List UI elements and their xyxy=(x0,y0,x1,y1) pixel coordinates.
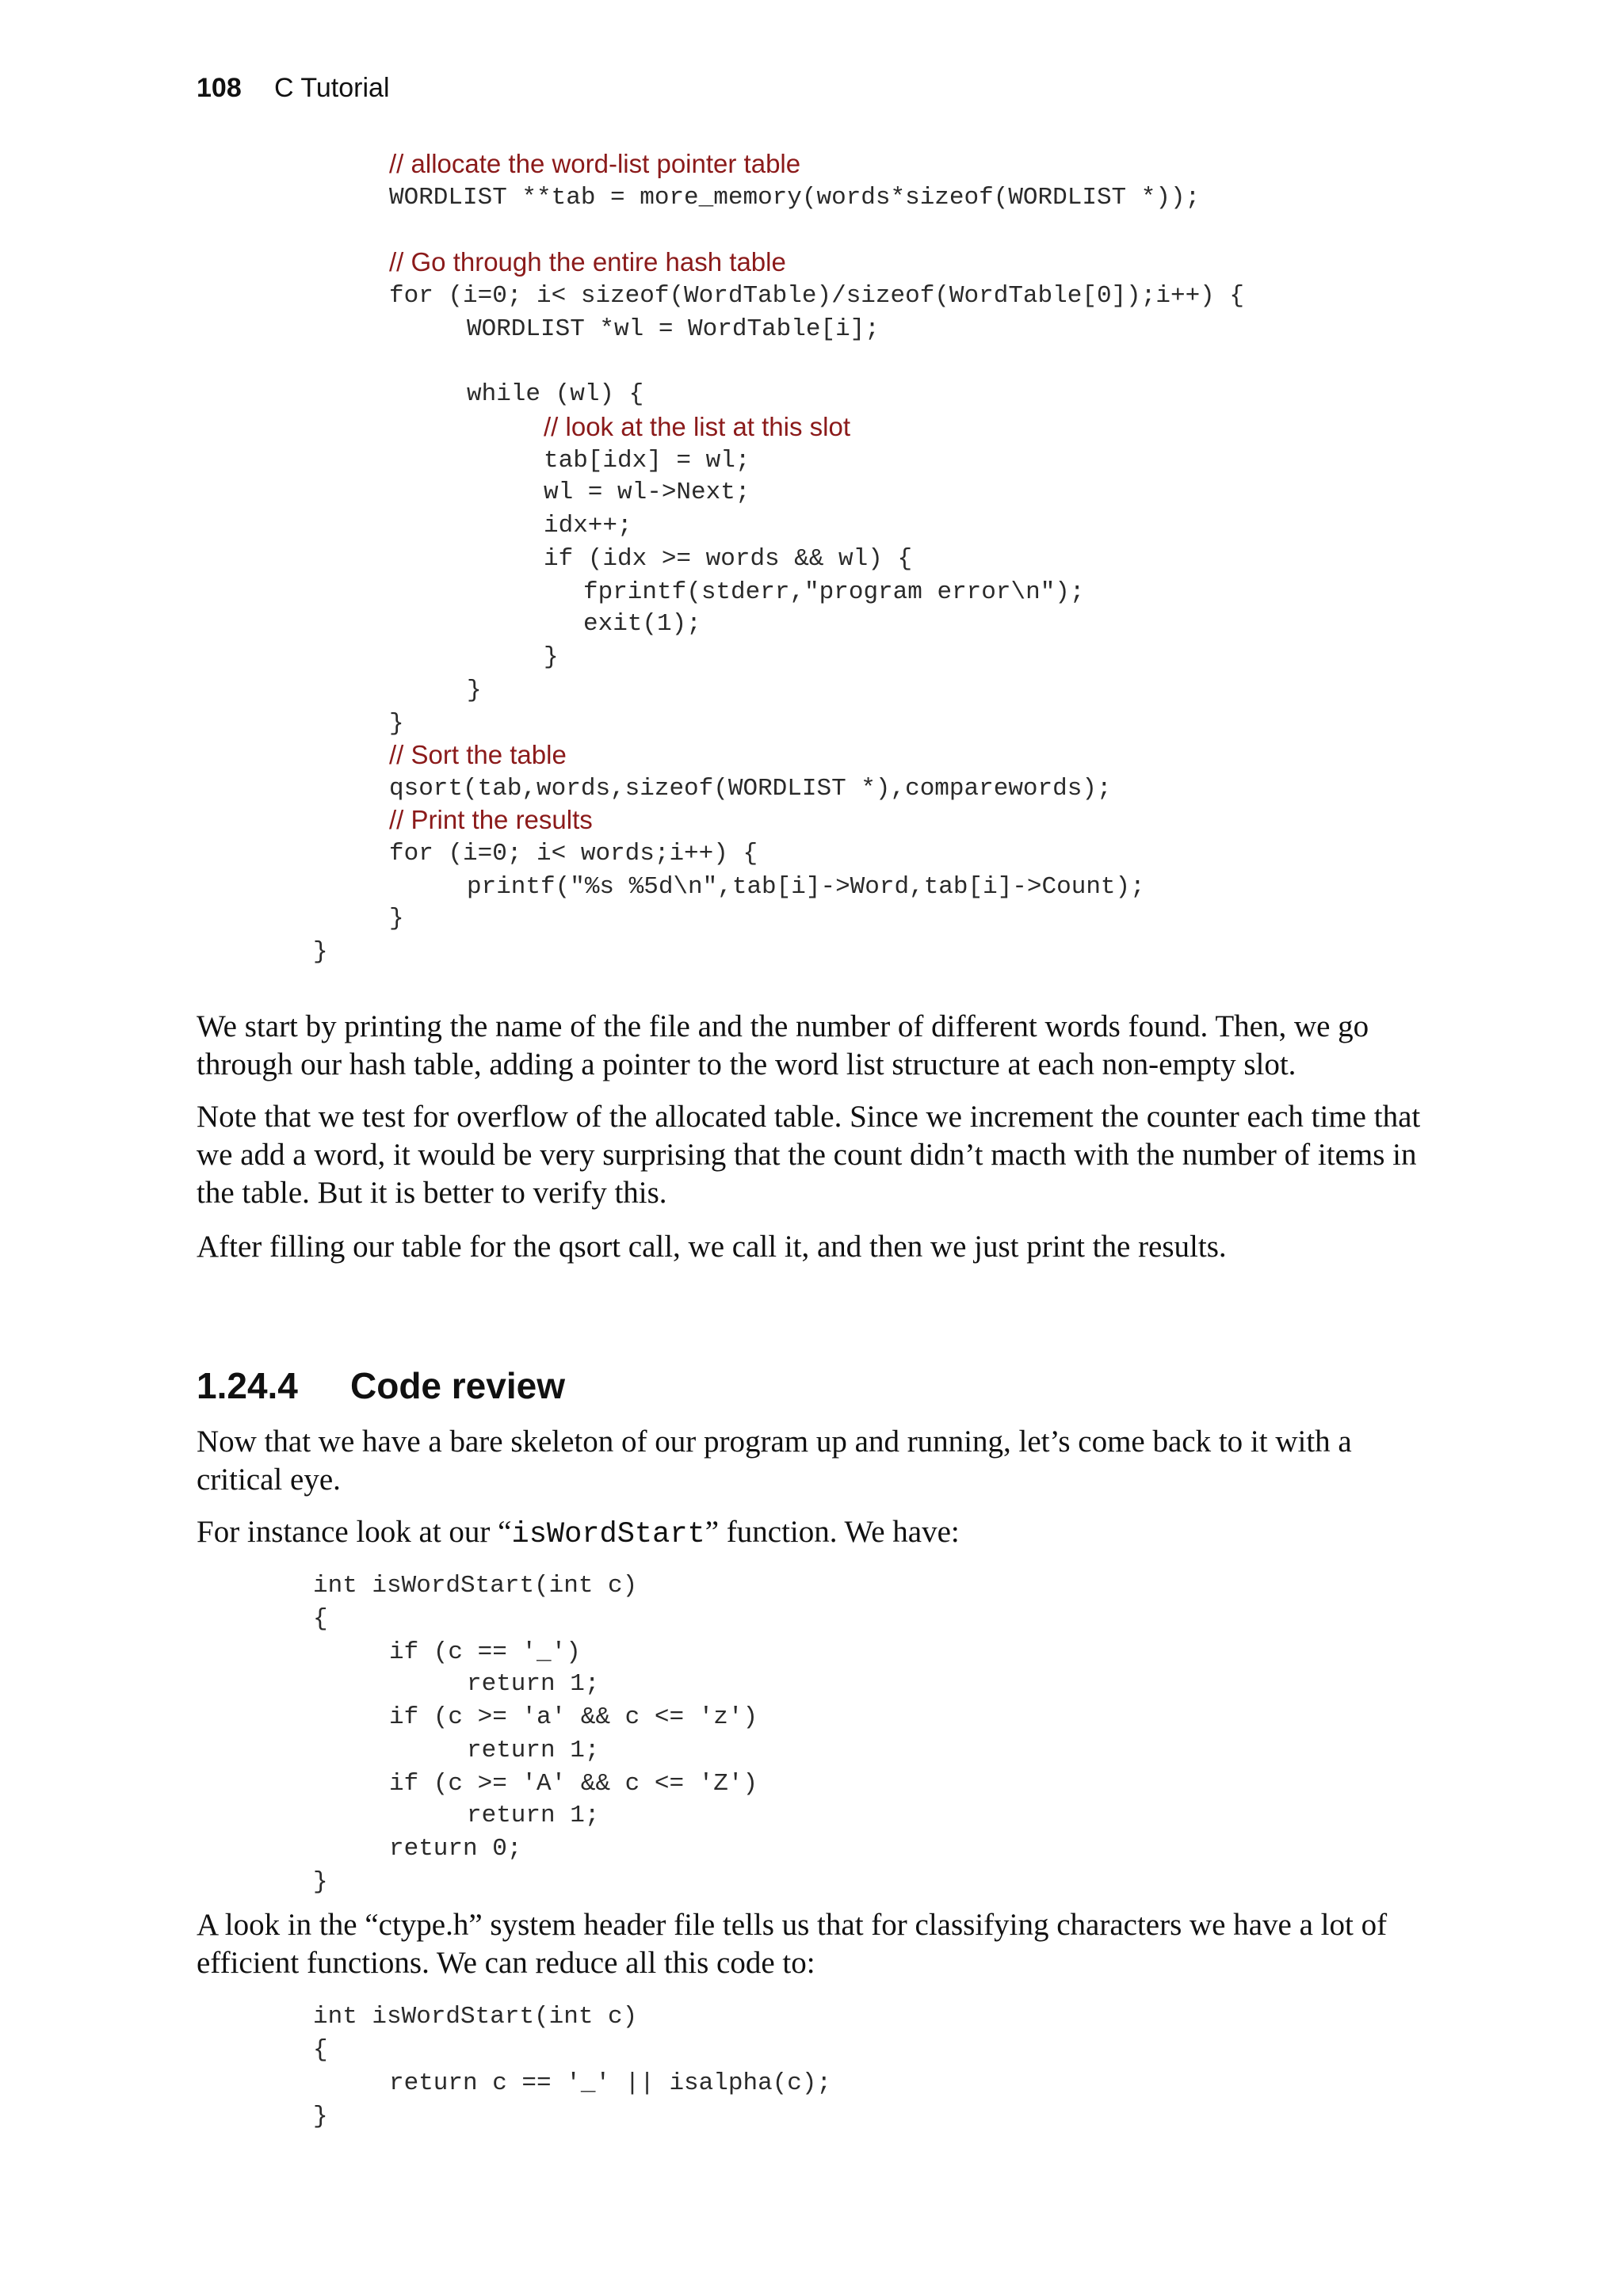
code-line: } xyxy=(313,1868,328,1896)
code-line: } xyxy=(467,677,482,704)
code-line: return 1; xyxy=(467,1802,600,1829)
paragraph-text: For instance look at our “ xyxy=(197,1515,512,1549)
code-line: } xyxy=(313,938,328,966)
paragraph: Now that we have a bare skeleton of our program up and running, let’s come back to it with a critical eye. xyxy=(197,1425,1352,1497)
code-line: WORDLIST *wl = WordTable[i]; xyxy=(467,315,880,343)
inline-code: isWordStart xyxy=(511,1518,705,1551)
code-line: } xyxy=(389,905,404,933)
code-line: wl = wl->Next; xyxy=(544,479,750,506)
code-line: qsort(tab,words,sizeof(WORDLIST *),comparewords); xyxy=(389,775,1112,803)
code-line: return 1; xyxy=(467,1737,600,1764)
code-line: if (c == '_') xyxy=(389,1638,581,1666)
code-comment: // Print the results xyxy=(389,805,593,834)
code-line: idx++; xyxy=(544,512,632,540)
code-line: return 1; xyxy=(467,1670,600,1698)
code-line: for (i=0; i< words;i++) { xyxy=(389,840,758,868)
code-line: } xyxy=(544,643,559,671)
code-line: { xyxy=(313,2036,328,2064)
code-line: { xyxy=(313,1605,328,1633)
code-line: printf("%s %5d\n",tab[i]->Word,tab[i]->Count); xyxy=(467,873,1145,901)
code-line: while (wl) { xyxy=(467,380,644,408)
code-line: exit(1); xyxy=(583,610,701,638)
paragraph: After filling our table for the qsort call, we call it, and then we just print the results. xyxy=(197,1230,1227,1264)
code-line: tab[idx] = wl; xyxy=(544,447,750,475)
page-number: 108 xyxy=(197,73,242,103)
paragraph-text: ” function. We have: xyxy=(705,1515,960,1549)
code-line: if (idx >= words && wl) { xyxy=(544,545,913,573)
code-line: return 0; xyxy=(389,1835,522,1863)
code-line: int isWordStart(int c) xyxy=(313,1572,638,1600)
section-number: 1.24.4 xyxy=(197,1365,298,1406)
code-line: for (i=0; i< sizeof(WordTable)/sizeof(WordTable[0]);i++) { xyxy=(389,282,1244,310)
section-title: Code review xyxy=(350,1365,565,1406)
code-line: return c == '_' || isalpha(c); xyxy=(389,2069,832,2097)
paragraph: A look in the “ctype.h” system header file tells us that for classifying characters we have a lot of efficient functions. We can reduce all this code to: xyxy=(197,1908,1388,1980)
code-line: int isWordStart(int c) xyxy=(313,2003,638,2031)
code-comment: // Sort the table xyxy=(389,740,567,769)
code-line: } xyxy=(313,2103,328,2130)
code-comment: // look at the list at this slot xyxy=(544,412,851,441)
paragraph: We start by printing the name of the file and the number of different words found. Then, we go through our hash table, adding a pointer to the word list structure at each non-empty slot. xyxy=(197,1009,1369,1081)
code-comment: // Go through the entire hash table xyxy=(389,247,786,277)
code-line: fprintf(stderr,"program error\n"); xyxy=(583,578,1085,606)
running-title: C Tutorial xyxy=(274,73,390,103)
paragraph xyxy=(197,1513,1434,1554)
code-line: if (c >= 'A' && c <= 'Z') xyxy=(389,1770,758,1798)
code-comment: // allocate the word-list pointer table xyxy=(389,149,801,178)
code-line: if (c >= 'a' && c <= 'z') xyxy=(389,1703,758,1731)
paragraph: Note that we test for overflow of the allocated table. Since we increment the counter each time that we add a word, it would be very surprising that the count didn’t macth with the number of items in the table. But it is better to verify this. xyxy=(197,1100,1421,1210)
code-line: WORDLIST **tab = more_memory(words*sizeof(WORDLIST *)); xyxy=(389,184,1201,212)
code-line: } xyxy=(389,710,404,738)
